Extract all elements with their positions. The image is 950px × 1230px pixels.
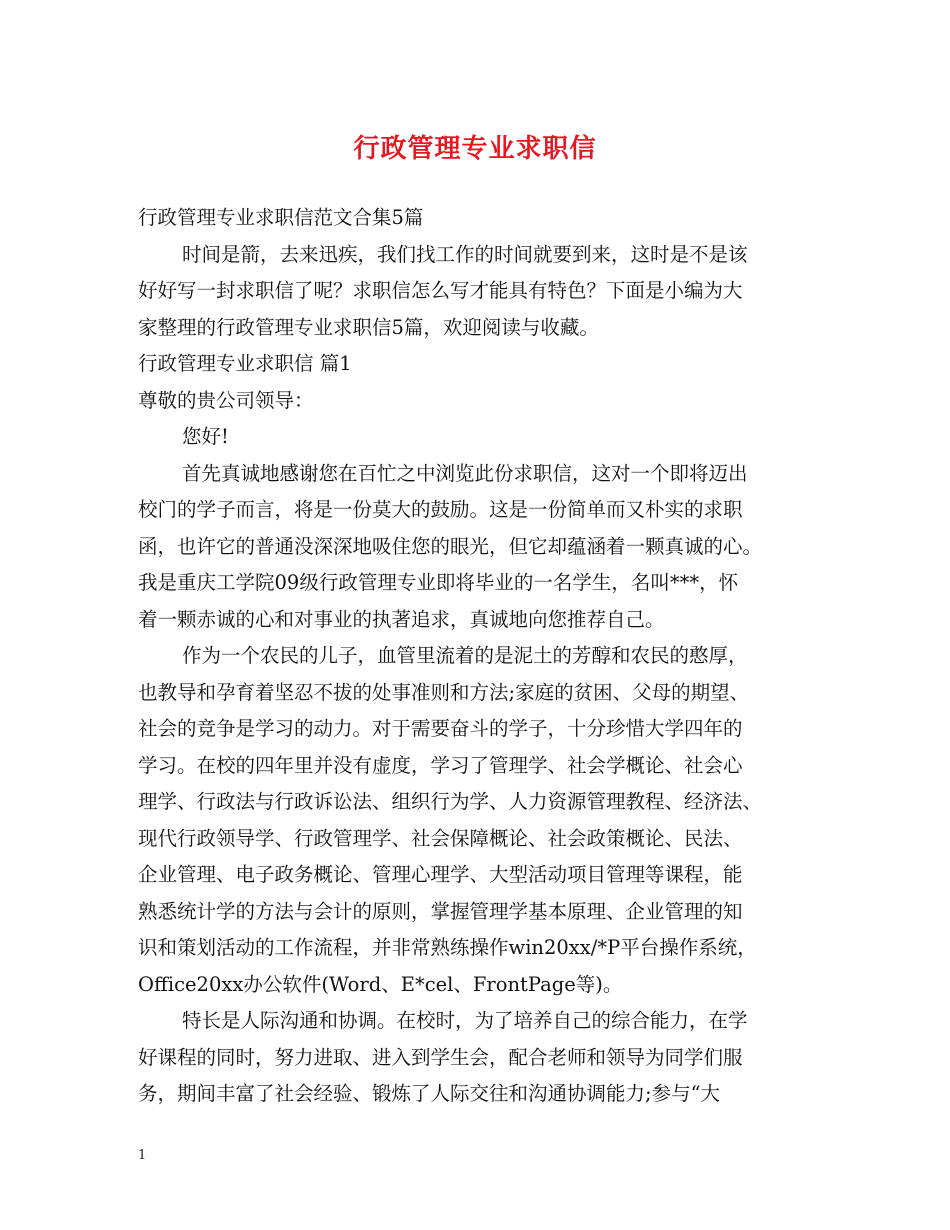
paragraph-line: 着一颗赤诚的心和对事业的执著追求，真诚地向您推荐自己。: [138, 607, 665, 631]
document-body: [138, 200, 828, 1113]
paragraph-line: 也教导和孕育着坚忍不拔的处事准则和方法;家庭的贫困、父母的期望、: [138, 680, 750, 704]
paragraph-line: 我是重庆工学院09级行政管理专业即将毕业的一名学生，名叫***，怀: [138, 571, 739, 594]
paragraph-line: 社会的竞争是学习的动力。对于需要奋斗的学子，十分珍惜大学四年的: [138, 717, 743, 740]
page-number: 1: [138, 1148, 147, 1163]
paragraph-line: 理学、行政法与行政诉讼法、组织行为学、人力资源管理教程、经济法、: [138, 790, 763, 813]
paragraph-line: 识和策划活动的工作流程，并非常熟练操作win20xx/*P平台操作系统，: [138, 936, 757, 959]
paragraph-line: 好课程的同时，努力进取、进入到学生会，配合老师和领导为同学们服: [138, 1045, 743, 1069]
paragraph-line: Office20xx办公软件(Word、E*cel、FrontPage等)。: [138, 972, 623, 996]
paragraph-line: 务，期间丰富了社会经验、锻炼了人际交往和沟通协调能力;参与“大: [138, 1082, 721, 1105]
document-title: 行政管理专业求职信: [353, 134, 597, 164]
paragraph-line: 函，也许它的普通没深深地吸住您的眼光，但它却蕴涵着一颗真诚的心。: [138, 534, 763, 558]
paragraph-line: 作为一个农民的儿子，血管里流着的是泥土的芳醇和农民的憨厚，: [182, 644, 748, 667]
greeting-line: 您好!: [182, 425, 229, 448]
paragraph-line: 校门的学子而言，将是一份莫大的鼓励。这是一份简单而又朴实的求职: [138, 498, 743, 521]
paragraph-line: 特长是人际沟通和协调。在校时，为了培养自己的综合能力，在学: [182, 1009, 748, 1032]
paragraph-line: 企业管理、电子政务概论、管理心理学、大型活动项目管理等课程，能: [138, 863, 743, 886]
salutation-line: 尊敬的贵公司领导：: [138, 388, 314, 412]
paragraph-line: 时间是箭，去来迅疾，我们找工作的时间就要到来，这时是不是该: [182, 242, 748, 266]
subtitle-line: 行政管理专业求职信范文合集5篇: [138, 206, 424, 229]
paragraph-line: 学习。在校的四年里并没有虚度，学习了管理学、社会学概论、社会心: [138, 753, 743, 777]
paragraph-line: 好好写一封求职信了呢？求职信怎么写才能具有特色？下面是小编为大: [138, 279, 743, 302]
paragraph-line: 熟悉统计学的方法与会计的原则，掌握管理学基本原理、企业管理的知: [138, 899, 743, 923]
section-heading: 行政管理专业求职信 篇1: [138, 352, 352, 375]
paragraph-line: 首先真诚地感谢您在百忙之中浏览此份求职信，这对一个即将迈出: [182, 461, 748, 485]
paragraph-line: 现代行政领导学、行政管理学、社会保障概论、社会政策概论、民法、: [138, 826, 743, 850]
paragraph-line: 家整理的行政管理专业求职信5篇，欢迎阅读与收藏。: [138, 315, 599, 339]
